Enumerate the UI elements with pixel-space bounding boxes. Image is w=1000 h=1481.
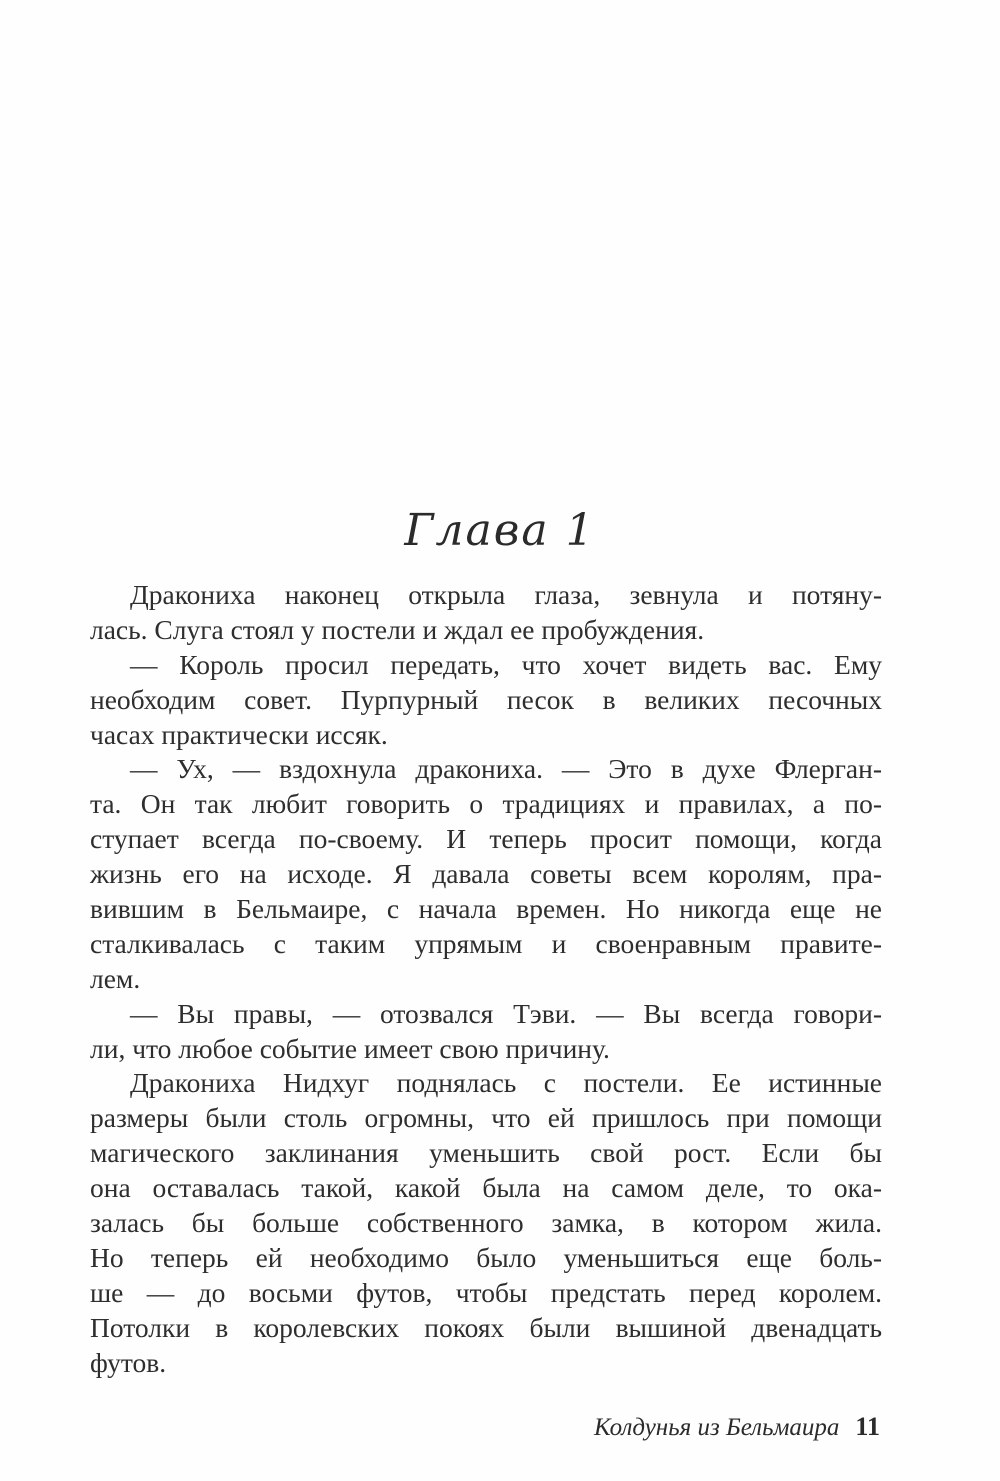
text-line: ли, что любое событие имеет свою причину. [90,1032,610,1064]
text-line: необходим совет. Пурпурный песок в великих песочных [90,683,882,715]
text-line: та. Он так любит говорить о традициях и правилах, а по- [90,788,882,820]
text-line: жизнь его на исходе. Я давала советы всем королям, пра- [90,858,882,890]
text-line: залась бы больше собственного замка, в котором жила. [90,1207,882,1239]
text-line: она оставалась такой, какой была на самом деле, то ока- [90,1172,882,1204]
text-line: Но теперь ей необходимо было уменьшиться еще боль- [90,1241,882,1273]
text-line: — Вы правы, — отозвался Тэви. — Вы всегда говори- [130,997,882,1029]
chapter-body [90,578,882,1380]
running-footer [530,1412,880,1442]
text-line: лем. [90,962,141,994]
chapter-title: Глава 1 [404,505,596,556]
text-line: часах практически иссяк. [90,718,388,750]
text-line: Дракониха наконец открыла глаза, зевнула и потяну- [130,579,882,610]
text-line: — Король просил передать, что хочет видеть вас. Ему [130,648,882,680]
text-line: размеры были столь огромны, что ей пришлось при помощи [90,1102,882,1134]
text-line: ступает всегда по-своему. И теперь просит помощи, когда [90,823,882,855]
text-line: Дракониха Нидхуг поднялась с постели. Ее истинные [130,1067,882,1099]
text-line: магического заклинания уменьшить свой рост. Если бы [90,1137,882,1169]
text-line: Потолки в королевских покоях были вышиной двенадцать [90,1311,882,1343]
text-line: лась. Слуга стоял у постели и ждал ее пробуждения. [90,613,705,645]
text-line: ше — до восьми футов, чтобы предстать перед королем. [90,1276,882,1308]
text-line: вившим в Бельмаире, с начала времен. Но никогда еще не [90,893,882,925]
text-line: футов. [90,1346,167,1378]
text-line: — Ух, — вздохнула дракониха. — Это в духе Флерган- [130,753,882,785]
text-line: сталкивалась с таким упрямым и своенравным правите- [90,927,882,959]
footer-book-title: Колдунья из Бельмаира [593,1414,840,1441]
page-number: 11 [855,1412,880,1441]
